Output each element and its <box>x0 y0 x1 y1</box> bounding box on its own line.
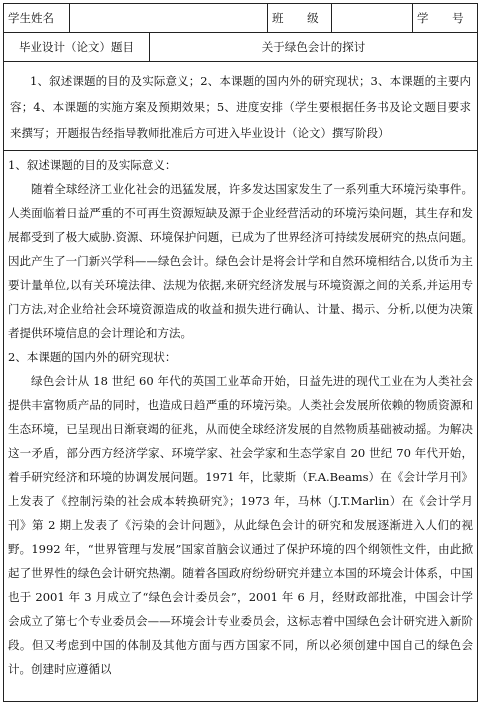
class-label: 班 级 <box>268 4 332 33</box>
topic-row <box>4 33 478 62</box>
student-id-label: 学 号 <box>413 4 478 33</box>
topic-value: 关于绿色会计的探讨 <box>150 33 478 62</box>
proposal-form-table <box>3 3 478 702</box>
report-body <box>4 151 478 702</box>
section-2-heading: 2、本课题的国内外的研究现状： <box>8 350 177 364</box>
content-row <box>4 151 478 702</box>
student-name-field[interactable] <box>70 4 268 33</box>
section-1-heading: 1、叙述课题的目的及实际意义： <box>8 158 177 172</box>
topic-label: 毕业设计（论文）题目 <box>4 33 150 62</box>
student-info-row <box>4 4 478 33</box>
section-2-paragraph: 绿色会计从 18 世纪 60 年代的英国工业革命开始，日益先进的现代工业在为人类社会提供丰富物质产品的同时，也造成日趋严重的环境污染。人类社会发展所依赖的物质资源和生态环境，已呈现出日渐衰竭的征兆，从而使全球经济发展的自然物质基础被动摇。为解决这一矛盾，部分西方经济学家、环境学家、社会学家和生态学家自 20 世纪 70 年代开始，着手研究经济和环境的协调发展问题。1971 年，比蒙斯（F.A.Beams）在《会计学月刊》上发表了《控制污染的社会成本转换研究》；1973 年，马林（J.T.Marlin）在《会计学月刊》第 2 期上发表了《污染的会计问题》，从此绿色会计的研究和发展逐渐进入人们的视野。1992 年，“世界管理与发展”国家首脑会议通过了保护环境的四个纲领性文件，由此掀起了世界性的绿色会计研究热潮。随着各国政府纷纷研究并建立本国的环境会计体系，中国也于 2001 年 3 月成立了“绿色会计委员会”，2001 年 6 月，经财政部批准，中国会计学会成立了第七个专业委员会——环境会计专业委员会，这标志着中国绿色会计研究进入新阶段。但又考虑到中国的体制及其他方面与西方国家不同，所以必须创建中国自己的绿色会计。创建时应遵循以 <box>8 374 473 676</box>
student-name-label: 学生姓名 <box>4 4 70 33</box>
instructions-row <box>4 62 478 151</box>
class-field[interactable] <box>332 4 413 33</box>
section-1-paragraph: 随着全球经济工业化社会的迅猛发展，许多发达国家发生了一系列重大环境污染事件。人类面临着日益严重的不可再生资源短缺及源于企业经营活动的环境污染问题，其生存和发展都受到了极大威胁.资源、环境保护问题，已成为了世界经济可持续发展研究的热点问题。因此产生了一门新兴学科——绿色会计。绿色会计是将会计学和自然环境相结合,以货币为主要计量单位,以有关环境法律、法规为依据,来研究经济发展与环境资源之间的关系,并运用专门方法,对企业给社会环境资源造成的收益和损失进行确认、计量、揭示、分析,以便为决策者提供环境信息的会计理论和方法。 <box>8 182 473 340</box>
instructions-text: 1、叙述课题的目的及实际意义；2、本课题的国内外的研究现状；3、本课题的主要内容；4、本课题的实施方案及预期效果；5、进度安排（学生要根据任务书及论文题目要求来撰写；开题报告经指导教师批准后方可进入毕业设计（论文）撰写阶段） <box>4 62 478 151</box>
